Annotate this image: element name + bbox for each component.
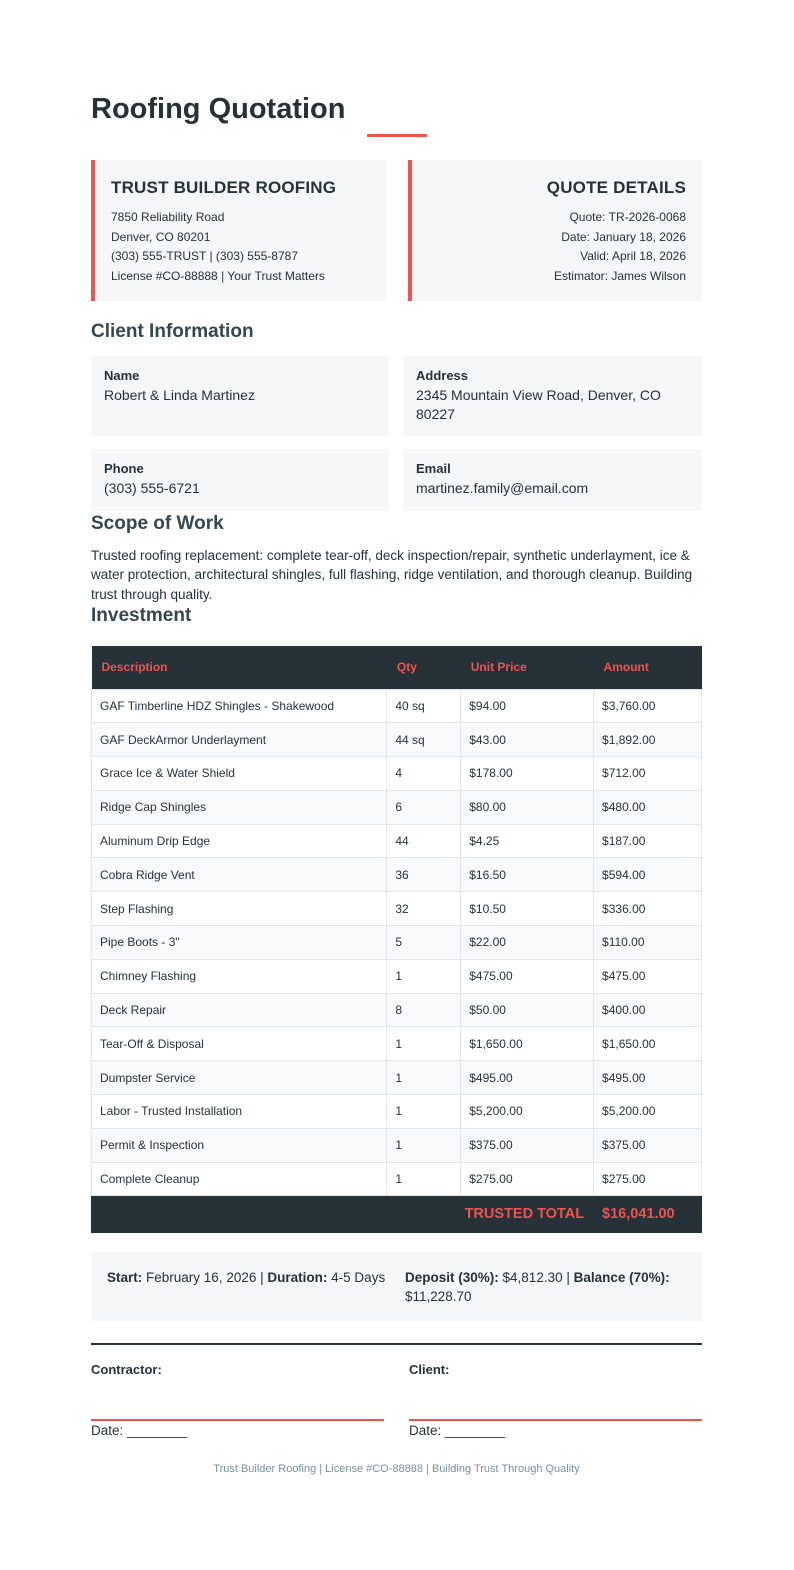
- deposit-label: Deposit (30%):: [405, 1270, 499, 1285]
- item-description: Grace Ice & Water Shield: [92, 757, 387, 791]
- item-description: Cobra Ridge Vent: [92, 858, 387, 892]
- client-label: Client:: [409, 1362, 450, 1377]
- contractor-signature-line[interactable]: [91, 1419, 384, 1421]
- item-qty: 40 sq: [387, 689, 461, 723]
- item-amount: $475.00: [594, 959, 702, 993]
- item-amount: $336.00: [594, 892, 702, 926]
- client-email-value: martinez.family@email.com: [416, 480, 589, 496]
- company-address-line2: Denver, CO 80201: [111, 229, 211, 244]
- item-unit-price: $94.00: [461, 689, 594, 723]
- start-value: February 16, 2026: [146, 1270, 257, 1285]
- company-info-box: [91, 160, 386, 301]
- item-qty: 4: [387, 757, 461, 791]
- table-row: [92, 824, 702, 858]
- column-header-qty: Qty: [387, 646, 461, 689]
- line-items-table: [91, 646, 702, 1233]
- client-signature-block: [409, 1362, 702, 1438]
- table-row: [92, 858, 702, 892]
- deposit-value: $4,812.30: [502, 1270, 563, 1285]
- client-email-label: Email: [416, 461, 451, 476]
- client-address-box: [403, 356, 702, 436]
- client-name-box: [91, 356, 389, 436]
- company-phones: (303) 555-TRUST | (303) 555-8787: [111, 249, 298, 263]
- table-row: [92, 926, 702, 960]
- item-description: GAF DeckArmor Underlayment: [92, 723, 387, 757]
- item-qty: 32: [387, 892, 461, 926]
- balance-label: Balance (70%):: [573, 1270, 670, 1285]
- company-license: License #CO-88888 | Your Trust Matters: [111, 268, 325, 283]
- column-header-unit-price: Unit Price: [461, 646, 594, 689]
- item-unit-price: $275.00: [461, 1162, 594, 1196]
- item-amount: $1,650.00: [594, 1027, 702, 1061]
- total-value: $16,041.00: [594, 1196, 702, 1233]
- duration-label: Duration:: [267, 1270, 328, 1285]
- item-unit-price: $80.00: [461, 790, 594, 824]
- company-name: TRUST BUILDER ROOFING: [111, 178, 337, 197]
- table-row: [92, 892, 702, 926]
- item-amount: $400.00: [594, 993, 702, 1027]
- item-description: GAF Timberline HDZ Shingles - Shakewood: [92, 689, 387, 723]
- client-date: Date: ________: [409, 1423, 506, 1438]
- contractor-date: Date: ________: [91, 1423, 188, 1438]
- table-row: [92, 959, 702, 993]
- client-address-value: 2345 Mountain View Road, Denver, CO 80227: [416, 387, 661, 422]
- scope-text: Trusted roofing replacement: complete tear-off, deck inspection/repair, synthetic underlayment, ice & water protection, architectural shingles, full flashing, ridge ventilation, and thorough cleanup. Building trust through quality.: [91, 548, 693, 602]
- client-name-value: Robert & Linda Martinez: [104, 387, 255, 403]
- item-description: Aluminum Drip Edge: [92, 824, 387, 858]
- terms-separator: |: [260, 1270, 264, 1285]
- client-phone-value: (303) 555-6721: [104, 480, 200, 496]
- table-row: [92, 993, 702, 1027]
- quote-estimator: Estimator: James Wilson: [553, 268, 686, 283]
- item-amount: $495.00: [594, 1061, 702, 1095]
- table-row: [92, 1027, 702, 1061]
- item-unit-price: $16.50: [461, 858, 594, 892]
- item-qty: 36: [387, 858, 461, 892]
- item-description: Pipe Boots - 3": [92, 926, 387, 960]
- item-amount: $5,200.00: [594, 1095, 702, 1129]
- start-label: Start:: [107, 1270, 143, 1285]
- item-unit-price: $1,650.00: [461, 1027, 594, 1061]
- balance-value: $11,228.70: [405, 1289, 472, 1304]
- item-amount: $712.00: [594, 757, 702, 791]
- item-qty: 44 sq: [387, 723, 461, 757]
- company-address-line1: 7850 Reliability Road: [111, 210, 225, 224]
- item-qty: 5: [387, 926, 461, 960]
- item-qty: 8: [387, 993, 461, 1027]
- client-name-label: Name: [104, 368, 140, 383]
- schedule-terms: [107, 1268, 397, 1287]
- item-description: Ridge Cap Shingles: [92, 790, 387, 824]
- table-row: [92, 790, 702, 824]
- item-amount: $275.00: [594, 1162, 702, 1196]
- item-unit-price: $22.00: [461, 926, 594, 960]
- item-description: Tear-Off & Disposal: [92, 1027, 387, 1061]
- item-description: Dumpster Service: [92, 1061, 387, 1095]
- client-address-label: Address: [416, 368, 469, 383]
- item-amount: $187.00: [594, 824, 702, 858]
- item-unit-price: $495.00: [461, 1061, 594, 1095]
- client-phone-label: Phone: [104, 461, 144, 476]
- investment-heading: Investment: [91, 605, 192, 626]
- total-row: [92, 1196, 702, 1233]
- item-qty: 1: [387, 1128, 461, 1162]
- item-unit-price: $10.50: [461, 892, 594, 926]
- item-unit-price: $4.25: [461, 824, 594, 858]
- table-row: [92, 1128, 702, 1162]
- total-label: TRUSTED TOTAL: [92, 1196, 594, 1233]
- item-unit-price: $475.00: [461, 959, 594, 993]
- item-unit-price: $50.00: [461, 993, 594, 1027]
- payment-terms: [405, 1268, 690, 1306]
- item-description: Labor - Trusted Installation: [92, 1095, 387, 1129]
- duration-value: 4-5 Days: [331, 1270, 386, 1285]
- item-unit-price: $5,200.00: [461, 1095, 594, 1129]
- title-accent-bar: [367, 134, 427, 137]
- quote-valid-until: Valid: April 18, 2026: [580, 249, 686, 263]
- table-header-row: [92, 646, 702, 689]
- item-description: Complete Cleanup: [92, 1162, 387, 1196]
- terms-separator: |: [566, 1270, 570, 1285]
- item-description: Step Flashing: [92, 892, 387, 926]
- page-footer: Trust Builder Roofing | License #CO-88888 | Building Trust Through Quality: [213, 1463, 580, 1475]
- page-title: Roofing Quotation: [91, 93, 346, 125]
- table-row: [92, 1095, 702, 1129]
- item-amount: $3,760.00: [594, 689, 702, 723]
- quote-details-box: [408, 160, 702, 301]
- contractor-signature-block: [91, 1362, 384, 1438]
- client-email-box: [403, 449, 702, 511]
- item-qty: 1: [387, 959, 461, 993]
- signature-divider: [91, 1343, 702, 1345]
- item-description: Deck Repair: [92, 993, 387, 1027]
- item-amount: $480.00: [594, 790, 702, 824]
- item-qty: 1: [387, 1095, 461, 1129]
- item-description: Chimney Flashing: [92, 959, 387, 993]
- quote-date: Date: January 18, 2026: [561, 229, 686, 244]
- item-amount: $110.00: [594, 926, 702, 960]
- item-qty: 1: [387, 1061, 461, 1095]
- client-signature-line[interactable]: [409, 1419, 702, 1421]
- item-unit-price: $178.00: [461, 757, 594, 791]
- item-unit-price: $375.00: [461, 1128, 594, 1162]
- table-row: [92, 1162, 702, 1196]
- quote-number: Quote: TR-2026-0068: [569, 210, 686, 224]
- table-row: [92, 723, 702, 757]
- item-amount: $1,892.00: [594, 723, 702, 757]
- item-qty: 6: [387, 790, 461, 824]
- payment-terms-box: [91, 1252, 702, 1321]
- contractor-label: Contractor:: [91, 1362, 162, 1377]
- client-phone-box: [91, 449, 389, 511]
- client-info-heading: Client Information: [91, 321, 254, 342]
- table-row: [92, 1061, 702, 1095]
- column-header-description: Description: [92, 646, 387, 689]
- column-header-amount: Amount: [594, 646, 702, 689]
- item-qty: 1: [387, 1162, 461, 1196]
- item-amount: $375.00: [594, 1128, 702, 1162]
- table-row: [92, 689, 702, 723]
- item-unit-price: $43.00: [461, 723, 594, 757]
- item-qty: 44: [387, 824, 461, 858]
- table-row: [92, 757, 702, 791]
- item-qty: 1: [387, 1027, 461, 1061]
- quote-details-heading: QUOTE DETAILS: [546, 178, 686, 197]
- item-amount: $594.00: [594, 858, 702, 892]
- scope-heading: Scope of Work: [91, 513, 224, 534]
- item-description: Permit & Inspection: [92, 1128, 387, 1162]
